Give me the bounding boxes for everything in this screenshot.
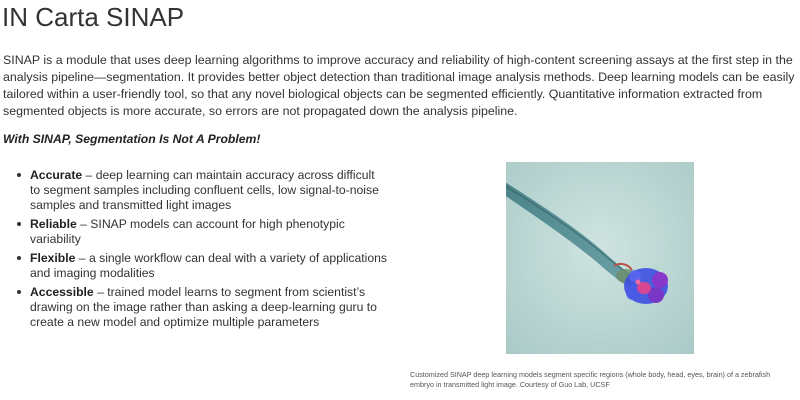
bullet-icon: [17, 173, 21, 177]
figure-caption: Customized SINAP deep learning models segment specific regions (whole body, head, eyes, brain) of a zebrafish embryo in transmitted light image. Courtesy of Guo Lab, UCSF: [410, 370, 771, 389]
feature-list: [17, 168, 387, 334]
feature-description: – a single workflow can deal with a variety of applications and imaging modalities: [30, 251, 388, 280]
feature-description: – SINAP models can account for high phenotypic variability: [30, 217, 345, 246]
zebrafish-segmentation-image: [506, 162, 694, 354]
bullet-icon: [17, 222, 21, 226]
feature-name: Reliable: [30, 217, 77, 231]
feature-item-reliable: [17, 217, 387, 247]
zebrafish-embryo-illustration: [506, 162, 694, 354]
bullet-icon: [17, 256, 21, 260]
eye-segment: [652, 272, 668, 288]
feature-name: Accurate: [30, 168, 83, 182]
intro-paragraph: SINAP is a module that uses deep learning algorithms to improve accuracy and reliability of high-content screening assays at the first step in the analysis pipeline—segmentation. It provides better object detection than traditional image analysis methods. Deep learning models can be easily tailored within a user-friendly tool, so that any novel biological objects can be segmented efficiently. Quantitative information extracted from segmented objects is more accurate, so errors are not propagated down the analysis pipeline.: [3, 53, 795, 118]
feature-description: – deep learning can maintain accuracy across difficult to segment samples including confluent cells, low signal-to-noise samples and transmitted light images: [30, 168, 379, 212]
feature-item-accurate: [17, 168, 387, 213]
feature-item-flexible: [17, 251, 387, 281]
section-subheading: With SINAP, Segmentation Is Not A Problem!: [3, 132, 261, 146]
bullet-icon: [17, 290, 21, 294]
feature-item-accessible: [17, 285, 387, 330]
feature-name: Accessible: [30, 285, 94, 299]
brain-segment: [636, 280, 641, 285]
feature-name: Flexible: [30, 251, 76, 265]
page-title: IN Carta SINAP: [2, 2, 185, 32]
feature-description: – trained model learns to segment from scientist’s drawing on the image rather than asking a deep-learning guru to create a new model and optimize multiple parameters: [30, 285, 377, 329]
